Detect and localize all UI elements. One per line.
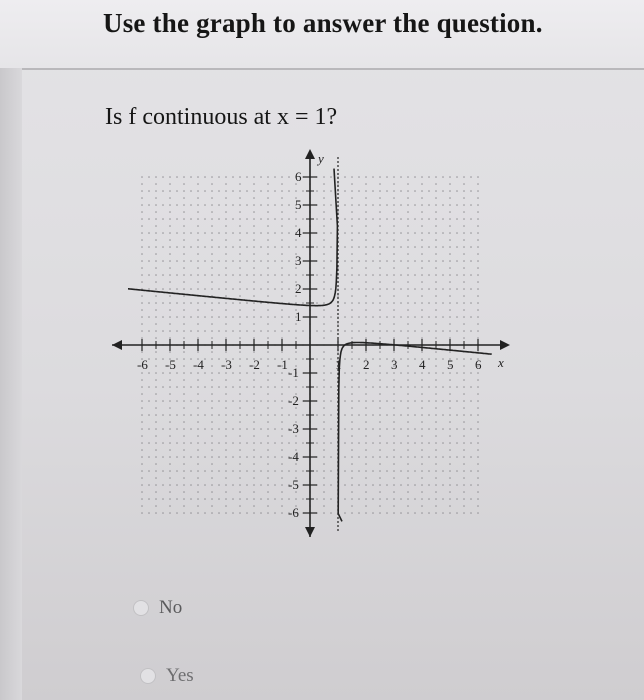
y-tick-label: 2 — [295, 281, 302, 296]
x-tick-label: 5 — [447, 357, 454, 372]
x-tick-label: 1 — [335, 357, 342, 372]
header-divider — [22, 68, 644, 70]
option-no[interactable] — [133, 597, 182, 619]
x-tick-label: -3 — [221, 357, 232, 372]
x-tick-label: 2 — [363, 357, 370, 372]
x-tick-label: 4 — [419, 357, 426, 372]
radio-yes[interactable] — [140, 668, 156, 684]
x-axis-label: x — [498, 355, 504, 370]
y-tick-label: 5 — [295, 197, 302, 212]
option-yes[interactable] — [140, 665, 194, 687]
y-tick-label: -5 — [288, 477, 299, 492]
x-tick-label: -2 — [249, 357, 260, 372]
y-tick-label: 1 — [295, 309, 302, 324]
y-tick-label: 4 — [295, 225, 302, 240]
x-tick-label: 3 — [391, 357, 398, 372]
x-axis-arrow-left — [112, 340, 122, 350]
y-axis-arrow-bottom — [305, 527, 315, 537]
left-edge-shadow — [0, 68, 22, 700]
question-text: Is f continuous at x = 1? — [105, 104, 338, 130]
x-tick-label: 6 — [475, 357, 482, 372]
x-tick-label: -5 — [165, 357, 176, 372]
radio-no[interactable] — [133, 600, 149, 616]
y-tick-label: -2 — [288, 393, 299, 408]
y-tick-label: -4 — [288, 449, 299, 464]
curve-left-branch — [128, 169, 337, 306]
x-tick-label: -4 — [193, 357, 204, 372]
y-tick-label: 3 — [295, 253, 302, 268]
x-axis-arrow-right — [500, 340, 510, 350]
y-tick-label: 6 — [295, 169, 302, 184]
y-tick-label: -1 — [288, 365, 299, 380]
curve-right-branch — [338, 343, 492, 522]
page-title: Use the graph to answer the question. — [103, 8, 543, 38]
option-no-label: No — [159, 597, 183, 618]
y-tick-label: -3 — [288, 421, 299, 436]
function-graph — [110, 145, 520, 540]
option-yes-label: Yes — [166, 665, 194, 686]
y-axis-label: y — [318, 151, 324, 166]
x-tick-label: -1 — [277, 357, 288, 372]
y-axis-arrow-top — [305, 149, 315, 159]
x-tick-label: -6 — [137, 357, 148, 372]
y-tick-label: -6 — [288, 505, 299, 520]
